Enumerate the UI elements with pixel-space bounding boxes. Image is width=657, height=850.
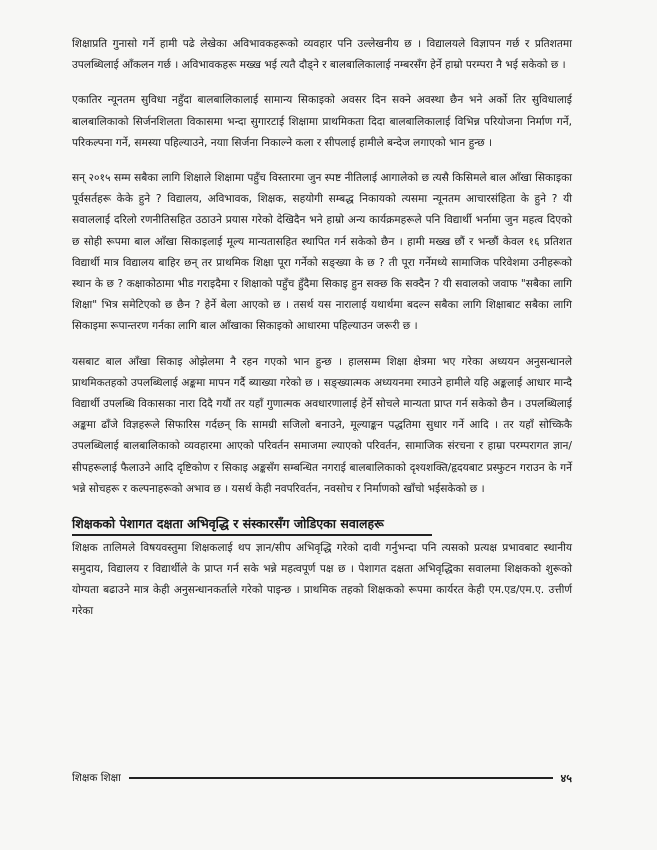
- paragraph-2: एकातिर न्यूनतम सुविधा नहुँदा बालबालिकालाई सामान्य सिकाइको अवसर दिन सक्ने अवस्था छैन भने अर्को तिर सुविधालाई बालबालिकाको सिर्जनशिलता विकासमा भन्दा सुगारटाई शिक्षामा प्राथमिकता दिदा बालबालिकालाई विभिन्न परियोजना निर्माण गर्ने, परिकल्पना गर्ने, समस्या पहिल्याउने, नयाा सिर्जना निकाल्ने कला र सीपलाई हामीले बन्देज लगाएको भान हुन्छ ।: [72, 94, 572, 149]
- heading-underline: [72, 534, 432, 536]
- paragraph-1: शिक्षाप्रति गुनासो गर्ने हामी पढे लेखेका अविभावकहरूको व्यवहार पनि उल्लेखनीय छ । विद्यालयले विज्ञापन गर्छ र प्रतिशतमा उपलब्धिलाई आँकलन गर्छ । अविभावकहरू मख्ख भई त्यतै दौड्ने र बालबालिकालाई नम्बरसँग हेर्ने हाम्रो परम्परा नै भई सकेको छ ।: [72, 38, 572, 72]
- document-body: [72, 34, 572, 636]
- paragraph-4: यसबाट बाल आँखा सिकाइ ओझेलमा नै रहन गएको भान हुन्छ । हालसम्म शिक्षा क्षेत्रमा भए गरेका अध्ययन अनुसन्धानले प्राथमिकतहको उपलब्धिलाई अङ्कमा मापन गर्दै ब्याख्या गरेको छ । सङ्ख्यात्मक अध्ययनमा रमाउने हामीले यहि अङ्कलाई आधार मान्दै विद्यार्थी उपलब्धि विकासका नारा दिदै गयौं तर यहाँ गुणात्मक अवधारणालाई हेर्ने सोचले मान्यता प्राप्त गर्न सकेको छैन । उपलब्धिलाई अङ्कमा ढाँजे विज्ञहरूले सिफारिस गर्दछन् कि सामग्री सजिलो बनाउने, मूल्याङ्कन पद्धतिमा सुधार गर्ने आदि । तर यहाँ सोच्किकै उपलब्धिलाई बालबालिकाको व्यवहारमा आएको परिवर्तन समाजमा ल्याएको परिवर्तन, सामाजिक संरचना र हाम्रा परम्परागत ज्ञान/सीपहरूलाई फैलाउने आदि दृष्टिकोण र सिकाइ अङ्कसँग सम्बन्धित नगराई बालबालिकाको दृश्यशक्ति/हृदयबाट प्रस्फुटन गराउन के गर्ने भन्ने सोचहरू र कल्पनाहरूको अभाव छ । यसर्थ केही नवपरिवर्तन, नवसोच र निर्माणको खाँचो भईसकेको छ ।: [72, 355, 572, 495]
- footer-rule: [129, 777, 553, 779]
- paragraph-3: सन् २०१५ सम्म सबैका लागि शिक्षाले शिक्षामा पहुँच विस्तारमा जुन स्पष्ट नीतिलाई आगालेको छ त्यसै किसिमले बाल आँखा सिकाइका पूर्वसर्तहरू केके हुने ? विद्यालय, अविभावक, शिक्षक, सहयोगी सम्बद्ध निकायको त्यसमा न्यूनतम आचारसंहिता के हुने ? यी सवाललाई दरिलो रणनीतिसहित उठाउने प्रयास गरेको देखिदैन भने हाम्रो अन्य कार्यक्रमहरूले पनि विद्यार्थी भर्नामा जुन महत्व दिएको छ सोही रूपमा बाल आँखा सिकाइलाई मूल्य मान्यतासहित स्थापित गर्न सकेको छैन । हामी मख्ख छौं र भन्छौं केवल १६ प्रतिशत विद्यार्थी मात्र विद्यालय बाहिर छन् तर प्राथमिक शिक्षा पूरा गर्नेको सङ्ख्या के छ ? ती पूरा गर्नेमध्ये सामाजिक परिवेशमा उनीहरूको स्थान के छ ? कक्षाकोठामा भीड गराइदैमा र शिक्षाको पहुँच हुँदैमा सिकाइ हुन सक्छ कि सक्दैन ? यी सवालको जवाफ "सबैका लागि शिक्षा" भित्र समेटिएको छ छैन ? हेर्ने बेला आएको छ । तसर्थ यस नारालाई यथार्थमा बदल्न सबैका लागि शिक्षाबाट सबैका लागि सिकाइमा रूपान्तरण गर्नका लागि बाल आँखाका सिकाइको आधारमा पहिल्याउन जरूरी छ ।: [72, 172, 572, 333]
- section-paragraph: शिक्षक तालिमले विषयवस्तुमा शिक्षकलाई थप ज्ञान/सीप अभिवृद्धि गरेको दावी गर्नुभन्दा पनि त्यसको प्रत्यक्ष प्रभावबाट स्थानीय समुदाय, विद्यालय र विद्यार्थीले के प्राप्त गर्न सके भन्ने महत्वपूर्ण पक्ष छ । पेशागत दक्षता अभिवृद्धिका सवालमा शिक्षकको शुरूको योग्यता बढाउने मात्र केही अनुसन्धानकर्ताले गरेको पाइन्छ । प्राथमिक तहको शिक्षकको रूपमा कार्यरत केही एम.एड/एम.ए. उत्तीर्ण गरेका: [72, 541, 572, 618]
- section-heading: शिक्षकको पेशागत दक्षता अभिवृद्धि र संस्कारसँग जोडिएका सवालहरू: [72, 516, 384, 532]
- page-footer: [72, 768, 572, 788]
- page-number: ४५: [560, 771, 572, 785]
- journal-name: शिक्षक शिक्षा: [72, 772, 121, 784]
